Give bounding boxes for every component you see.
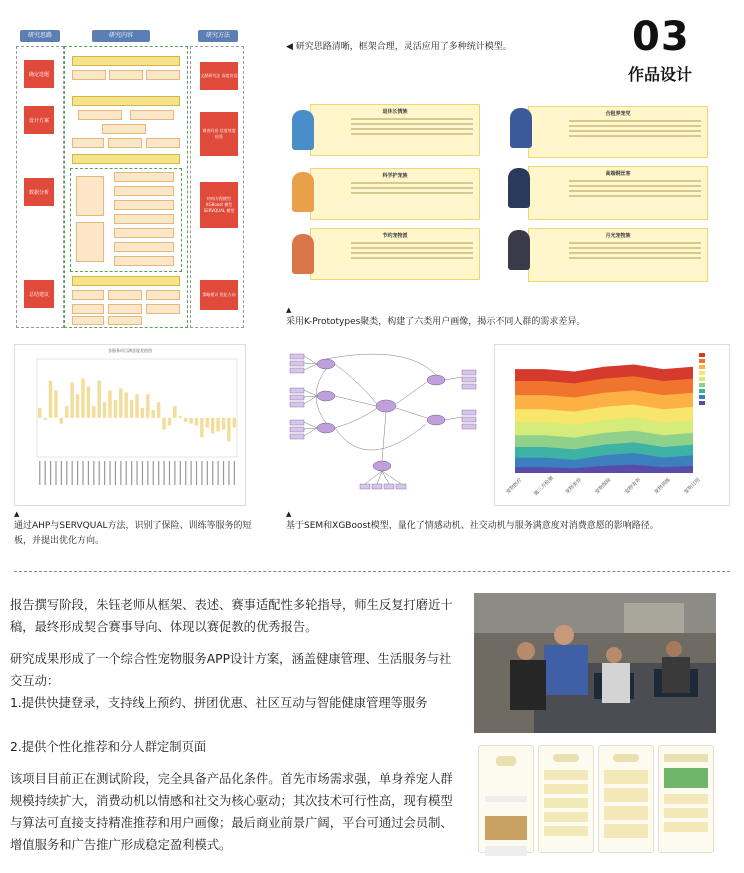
- x-tick-label: 宠物日用: [683, 477, 702, 496]
- flow-stage-4: 总结建议: [24, 280, 54, 308]
- bar: [195, 418, 198, 426]
- flow-method-3: 结构方程模型 XGBoost 模型 SERVQUAL 模型: [200, 182, 238, 228]
- paragraph-results: 研究成果形成了一个综合性宠物服务APP设计方案，涵盖健康管理、生活服务与社交互动：: [10, 652, 452, 688]
- persona-figure-icon: [292, 172, 314, 212]
- paragraph-feature-2: 2.提供个性化推荐和分人群定制页面: [10, 740, 207, 754]
- caption-flow: ◀ 研究思路清晰，框架合理，灵活应用了多种统计模型。: [286, 42, 512, 52]
- tick-label: [223, 461, 224, 485]
- x-tick-label: 宠物寄养: [623, 477, 643, 496]
- area-chart: [494, 344, 730, 506]
- section-title: 作品设计: [628, 65, 693, 84]
- bar: [76, 394, 79, 418]
- tick-label: [88, 461, 89, 485]
- flow-method-2: 调查问卷 信度效度 检验: [200, 112, 238, 156]
- legend-swatch: [699, 401, 705, 405]
- bar: [38, 408, 41, 418]
- flow-stage-1: 确定选题: [24, 60, 54, 88]
- caption-personas: ▲ 采用K-Prototypes聚类，构建了六类用户画像，揭示不同人群的需求差异。: [286, 306, 726, 330]
- legend-swatch: [699, 383, 705, 387]
- tick-label: [72, 461, 73, 485]
- tick-label: [115, 461, 116, 485]
- flow-method-1: 文献研究法 深度访谈: [200, 62, 238, 90]
- bar: [81, 379, 84, 418]
- persona-figure-icon: [292, 110, 314, 150]
- ahp-bar-chart: [14, 344, 246, 506]
- bar: [141, 408, 144, 418]
- persona-cards: [286, 96, 710, 286]
- tick-label: [50, 461, 51, 485]
- persona-name: 节约宠物派: [382, 233, 408, 239]
- bar: [70, 383, 73, 418]
- bar: [146, 394, 149, 418]
- bar: [97, 381, 100, 418]
- bar: [108, 390, 111, 417]
- tick-label: [142, 461, 143, 485]
- persona-figure-icon: [508, 230, 530, 270]
- tick-label: [104, 461, 105, 485]
- section-number: 03: [632, 14, 690, 60]
- app-screen-3: [598, 745, 654, 853]
- persona-card-1: [310, 104, 480, 156]
- x-tick-label: 宠物医疗: [505, 477, 524, 496]
- tick-label: [66, 461, 67, 485]
- bar: [189, 418, 192, 424]
- legend-swatch: [699, 389, 705, 393]
- persona-card-4: [528, 166, 708, 220]
- caption-marker: ▲: [14, 510, 20, 518]
- caption-marker: ▲: [286, 306, 292, 314]
- flow-stage-2: 设计方案: [24, 106, 54, 134]
- bar: [103, 402, 106, 418]
- research-flowchart: [14, 26, 246, 330]
- bar: [162, 418, 165, 430]
- persona-name: 月光宠物族: [605, 233, 631, 239]
- flow-col-2: 研究内容: [92, 30, 150, 42]
- bar: [43, 418, 46, 420]
- legend-swatch: [699, 365, 705, 369]
- bar: [184, 418, 187, 422]
- caption-marker: ▲: [286, 510, 292, 518]
- tick-label: [55, 461, 56, 485]
- tick-label: [234, 461, 235, 485]
- bar: [135, 394, 138, 418]
- bar: [114, 400, 117, 418]
- bar: [200, 418, 203, 438]
- caption-ahp: ▲ 通过AHP与SERVQUAL方法，识别了保险、训练等服务的短板，并提出优化方向。: [14, 510, 254, 549]
- paragraph-outlook: 该项目目前正在测试阶段，完全具备产品化条件。首先市场需求强，单身养宠人群规模持续扩大，消费动机以情感和社交为核心驱动；其次技术可行性高，现有模型与算法可直接支持精准推荐和用户画像；最后商业前景广阔，平台可通过会员制、增值服务和广告推广形成稳定盈利模式。: [10, 772, 453, 852]
- tick-label: [93, 461, 94, 485]
- sem-path-diagram: [286, 344, 482, 504]
- tick-label: [158, 461, 159, 485]
- bar: [168, 418, 171, 426]
- bar: [233, 418, 236, 428]
- bar: [124, 392, 127, 417]
- bar: [60, 418, 63, 424]
- bar: [157, 402, 160, 418]
- bar: [130, 400, 133, 418]
- persona-card-2: [528, 106, 708, 158]
- bar: [151, 410, 154, 418]
- x-tick-label: 宠物美容: [564, 477, 583, 496]
- tick-label: [180, 461, 181, 485]
- persona-name: 高端钢丝客: [605, 171, 631, 177]
- tick-label: [99, 461, 100, 485]
- bar: [216, 418, 219, 432]
- tick-label: [82, 461, 83, 485]
- flow-stage-3: 数据分析: [24, 178, 54, 206]
- tick-label: [228, 461, 229, 485]
- paragraph-report: 报告撰写阶段，朱钰老师从框架、表述、赛事适配性多轮指导，师生反复打磨近十稿，最终形成契合赛事导向、体现以赛促教的优秀报告。: [10, 598, 453, 634]
- bar: [227, 418, 230, 442]
- tick-label: [169, 461, 170, 485]
- flow-method-4: 策略建议 优化方向: [200, 280, 238, 310]
- persona-name: 退休长情族: [382, 109, 408, 115]
- paragraph-feature-1: 1.提供快捷登录，支持线上预约、拼团优惠、社区互动与智能健康管理等服务: [10, 696, 428, 710]
- bar: [87, 386, 90, 417]
- bar: [49, 381, 52, 418]
- legend-swatch: [699, 395, 705, 399]
- bar: [65, 406, 68, 418]
- bar: [211, 418, 214, 434]
- tick-label: [120, 461, 121, 485]
- flow-col-1: 研究思路: [20, 30, 60, 42]
- tick-label: [39, 461, 40, 485]
- app-screen-1: [478, 745, 534, 853]
- bar: [119, 388, 122, 417]
- section-divider: [14, 571, 730, 572]
- tick-label: [191, 461, 192, 485]
- tick-label: [174, 461, 175, 485]
- x-tick-label: 第三方检测: [532, 475, 555, 498]
- persona-figure-icon: [508, 168, 530, 208]
- tick-label: [196, 461, 197, 485]
- tick-label: [212, 461, 213, 485]
- persona-card-5: [310, 228, 480, 280]
- flow-col-3: 研究方法: [198, 30, 238, 42]
- persona-figure-icon: [510, 108, 532, 148]
- x-tick-label: 宠物训练: [653, 477, 672, 496]
- tick-label: [136, 461, 137, 485]
- tick-label: [109, 461, 110, 485]
- bar: [173, 406, 176, 418]
- caption-sem: ▲ 基于SEM和XGBoost模型，量化了情感动机、社交动机与服务满意度对消费意愿的影响路径。: [286, 510, 726, 534]
- tick-label: [45, 461, 46, 485]
- tick-label: [131, 461, 132, 485]
- legend-swatch: [699, 359, 705, 363]
- persona-card-6: [528, 228, 708, 282]
- tick-label: [61, 461, 62, 485]
- persona-card-3: [310, 168, 480, 220]
- bar: [222, 418, 225, 430]
- bar: [92, 406, 95, 418]
- bar: [179, 416, 182, 418]
- tick-label: [185, 461, 186, 485]
- persona-name: 合租养宠党: [605, 111, 631, 117]
- tick-label: [153, 461, 154, 485]
- chart-title: 各服务项目满意度差值图: [108, 348, 152, 353]
- tick-label: [77, 461, 78, 485]
- persona-figure-icon: [292, 234, 314, 274]
- tick-label: [126, 461, 127, 485]
- legend-swatch: [699, 353, 705, 357]
- tick-label: [218, 461, 219, 485]
- bar: [54, 390, 57, 417]
- app-screen-4: [658, 745, 714, 853]
- app-screens: [474, 745, 716, 853]
- x-tick-label: 宠物保险: [594, 477, 613, 496]
- tick-label: [147, 461, 148, 485]
- legend-swatch: [699, 371, 705, 375]
- tick-label: [201, 461, 202, 485]
- team-photo: [474, 593, 716, 733]
- tick-label: [207, 461, 208, 485]
- caption-marker: ◀: [286, 42, 296, 52]
- persona-name: 科学护宠族: [382, 173, 408, 179]
- bar: [206, 418, 209, 428]
- legend-swatch: [699, 377, 705, 381]
- app-screen-2: [538, 745, 594, 853]
- tick-label: [163, 461, 164, 485]
